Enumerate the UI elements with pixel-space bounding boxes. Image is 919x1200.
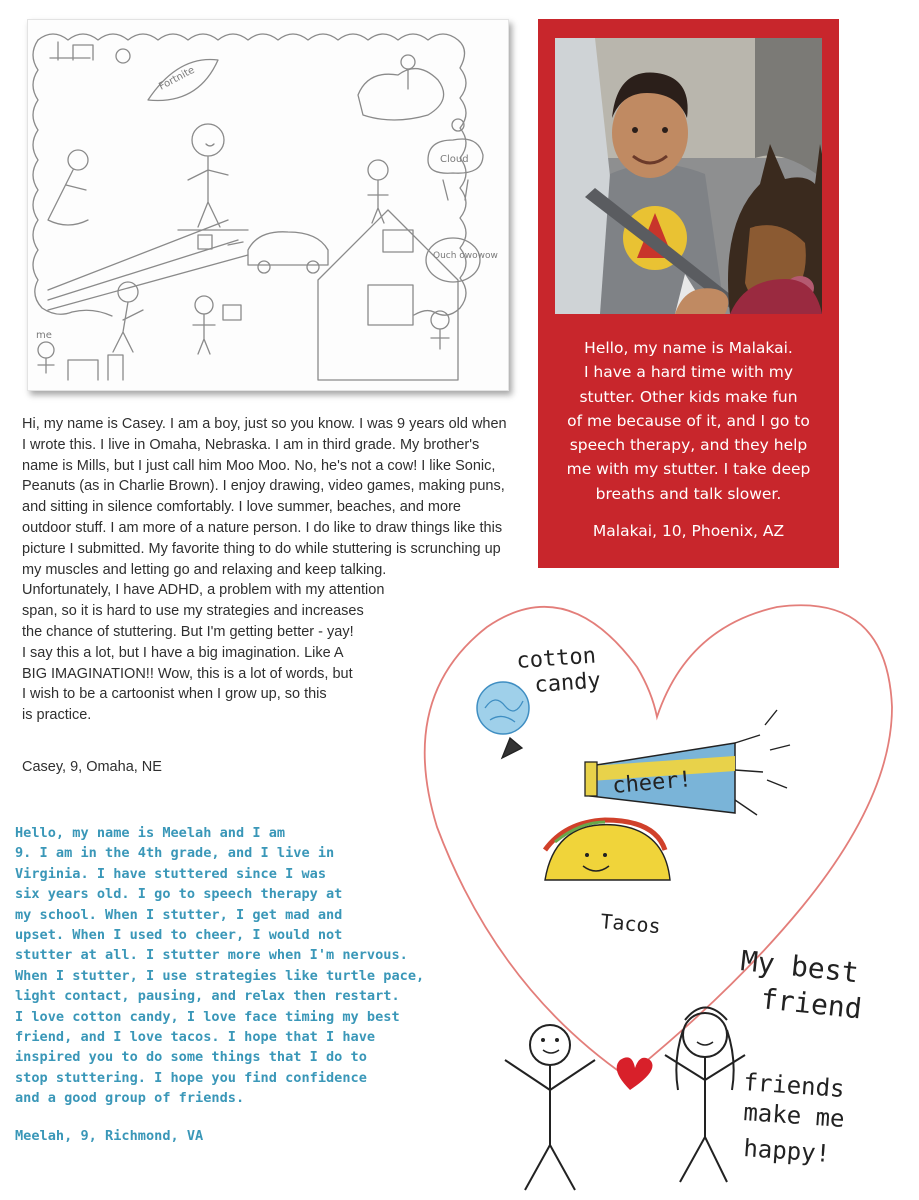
label-happy: happy! [742, 1134, 832, 1169]
malakai-line: of me because of it, and I go to [567, 411, 810, 430]
drawing-label-cloud: Cloud [440, 154, 469, 165]
casey-signature: Casey, 9, Omaha, NE [22, 759, 162, 775]
label-cheer: cheer! [611, 767, 693, 799]
meelah-drawing [405, 590, 919, 1200]
drawing-label-ouch: Ouch owowow [433, 251, 498, 261]
meelah-line: Virginia. I have stuttered since I was [15, 865, 326, 882]
malakai-line: breaths and talk slower. [595, 484, 782, 503]
casey-line: is practice. [22, 707, 92, 724]
casey-line: I wish to be a cartoonist when I grow up, so this [22, 686, 327, 703]
meelah-signature: Meelah, 9, Richmond, VA [15, 1128, 204, 1144]
meelah-line: light contact, pausing, and relax then restart. [15, 988, 400, 1005]
malakai-line: speech therapy, and they help [569, 436, 808, 455]
malakai-line: me with my stutter. I take deep [566, 460, 811, 479]
meelah-line: my school. When I stutter, I get mad and [15, 906, 343, 923]
photo-art [555, 38, 822, 314]
meelah-line: When I stutter, I use strategies like turtle pace, [15, 967, 425, 984]
label-candy: candy [533, 668, 602, 698]
label-cotton: cotton [515, 643, 597, 674]
casey-line: span, so it is hard to use my strategies and increases [22, 603, 364, 620]
label-my-best: My best [739, 944, 861, 990]
meelah-story [15, 823, 470, 1109]
malakai-story [550, 336, 827, 506]
meelah-line: six years old. I go to speech therapy at [15, 886, 343, 903]
heart-drawing-art [405, 590, 919, 1200]
drawing-label-fortnite: Fortnite [157, 64, 197, 93]
meelah-line: upset. When I used to cheer, I would not [15, 927, 343, 944]
meelah-line: friend, and I love tacos. I hope that I have [15, 1029, 376, 1046]
malakai-line: stutter. Other kids make fun [579, 387, 798, 406]
casey-drawing-art [28, 20, 508, 390]
malakai-photo [555, 38, 822, 314]
meelah-line: stutter at all. I stutter more when I'm nervous. [15, 947, 408, 964]
meelah-line: I love cotton candy, I love face timing my best [15, 1008, 400, 1025]
meelah-line: inspired you to do some things that I do to [15, 1049, 367, 1066]
malakai-line: Hello, my name is Malakai. [584, 339, 793, 357]
malakai-signature: Malakai, 10, Phoenix, AZ [592, 522, 785, 540]
meelah-line: Hello, my name is Meelah and I am [15, 825, 286, 841]
label-friend: friend [759, 982, 864, 1026]
drawing-label-me: me [36, 330, 52, 341]
malakai-line: I have a hard time with my [583, 363, 794, 382]
casey-paragraph: Hi, my name is Casey. I am a boy, just so you know. I was 9 years old when I wrote this. I live in Omaha, Nebraska. I am in third grade. My brother's name is Mills, but I just call him Moo Moo. No, he's not a cow! I like Sonic, Peanuts (as in Charlie Brown). I enjoy drawing, video games, making puns, and sitting in silence comfortably. I love summer, beaches, and more outdoor stuff. I am more of a nature person. I do like to draw things like this picture I submitted. My favorite thing to do while stuttering is scrunching up my muscles and letting go and relaxing and keep talking. [22, 416, 507, 578]
casey-line: Unfortunately, I have ADHD, a problem with my attention [22, 582, 385, 599]
meelah-line: 9. I am in the 4th grade, and I live in [15, 845, 335, 862]
label-tacos: Tacos [599, 909, 662, 939]
casey-line: I say this a lot, but I have a big imagination. Like A [22, 644, 344, 661]
meelah-line: stop stuttering. I hope you find confidence [15, 1069, 367, 1086]
malakai-panel [538, 19, 839, 568]
label-make-me: make me [742, 1098, 846, 1134]
label-friends: friends [742, 1068, 846, 1104]
casey-drawing [27, 19, 509, 391]
casey-line: the chance of stuttering. But I'm getting better - yay! [22, 623, 354, 640]
casey-line: BIG IMAGINATION!! Wow, this is a lot of words, but [22, 665, 353, 682]
meelah-line: and a good group of friends. [15, 1090, 245, 1107]
